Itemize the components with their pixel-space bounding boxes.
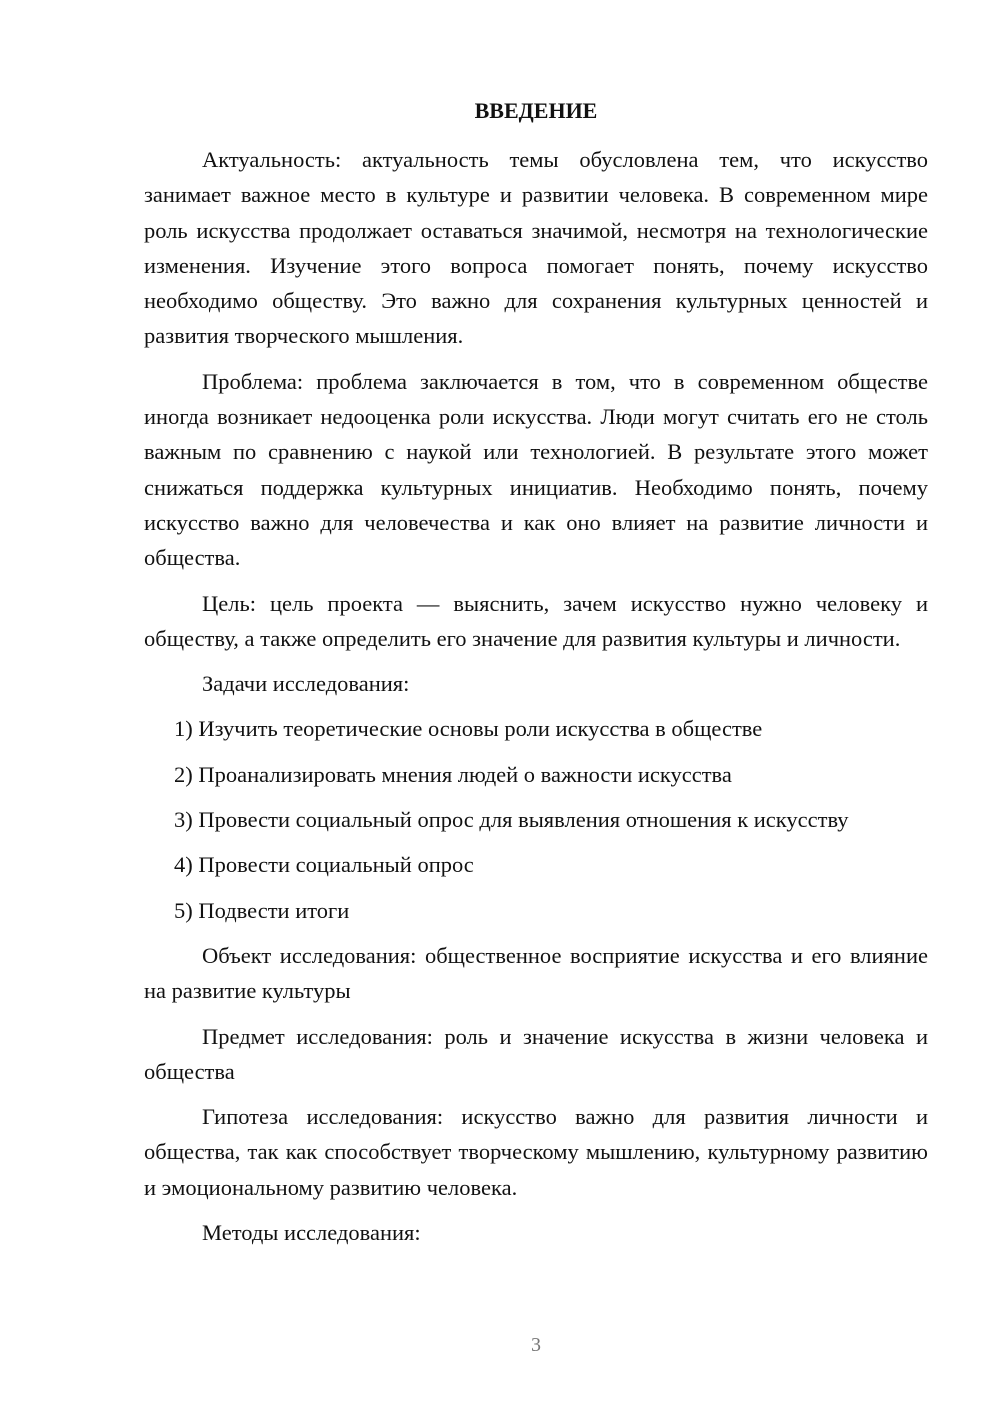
tasks-list	[144, 711, 928, 927]
document-body	[144, 142, 928, 1260]
paragraph-hypothesis: Гипотеза исследования: искусство важно для развития личности и общества, так как способствует творческому мышлению, культурному развитию и эмоциональному развитию человека.	[144, 1104, 928, 1200]
page-title: ВВЕДЕНИЕ	[474, 98, 598, 123]
paragraph-relevance: Актуальность: актуальность темы обусловлена тем, что искусство занимает важное место в культуре и развитии человека. В современном мире роль искусства продолжает оставаться значимой, несмотря на технологические изменения. Изучение этого вопроса помогает понять, почему искусство необходимо обществу. Это важно для сохранения культурных ценностей и развития творческого мышления.	[144, 147, 928, 349]
list-item: 1) Изучить теоретические основы роли искусства в обществе	[174, 716, 763, 742]
page-number: 3	[531, 1334, 541, 1356]
paragraph-subject: Предмет исследования: роль и значение искусства в жизни человека и общества	[144, 1023, 928, 1084]
paragraph-goal: Цель: цель проекта — выяснить, зачем искусство нужно человеку и обществу, а также определить его значение для развития культуры и личности.	[144, 590, 928, 651]
list-item: 5) Подвести итоги	[174, 897, 350, 923]
list-item: 2) Проанализировать мнения людей о важности искусства	[174, 761, 732, 787]
paragraph-problem: Проблема: проблема заключается в том, что в современном обществе иногда возникает недооценка роли искусства. Люди могут считать его не столь важным по сравнению с наукой или технологией. В результате этого может снижаться поддержка культурных инициатив. Необходимо понять, почему искусство важно для человечества и как оно влияет на развитие личности и общества.	[144, 368, 928, 571]
methods-heading: Методы исследования:	[202, 1220, 421, 1246]
tasks-heading: Задачи исследования:	[202, 671, 410, 697]
paragraph-object: Объект исследования: общественное восприятие искусства и его влияние на развитие культуры	[144, 942, 928, 1004]
list-item: 4) Провести социальный опрос	[174, 852, 474, 878]
list-item: 3) Провести социальный опрос для выявления отношения к искусству	[174, 807, 849, 833]
